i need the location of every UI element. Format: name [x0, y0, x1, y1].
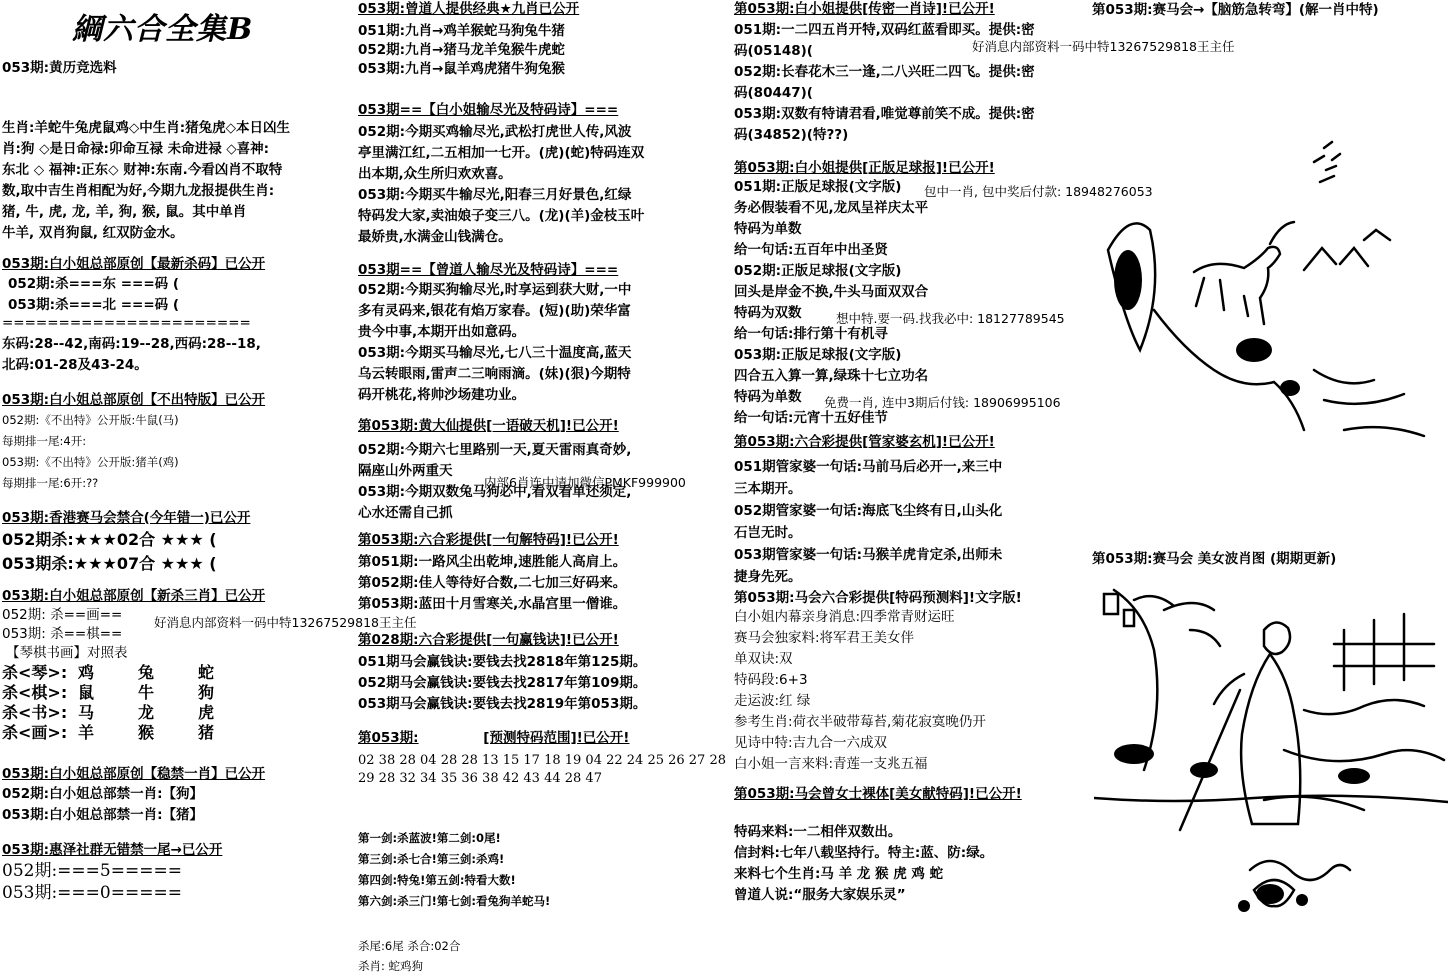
- huang-heading: 第053期:黄大仙提供[一语破天机]!已公开!: [358, 418, 619, 434]
- text-line: 白小姐一言来料:青莲一支兆五福: [734, 756, 928, 772]
- table-cell: 杀<棋>:: [2, 683, 68, 702]
- text-line: 四合五入算一算,绿珠十七立功名: [734, 368, 929, 384]
- shama-heading: 053期:白小姐总部原创【最新杀码】已公开: [2, 256, 266, 272]
- wenjin-heading: 053期:白小姐总部原创【稳禁一肖】已公开: [2, 766, 266, 782]
- text-line: 第052期:佳人等待好合数,二七加三好码来。: [358, 575, 627, 591]
- naojin-heading: 第053期:赛马会→【脑筋急转弯】(解一肖中特): [1092, 2, 1379, 18]
- watermark-text: 想中特.要一码.找我必中: 18127789545: [836, 311, 1065, 326]
- text-line: 第六剑:杀三门!第七剑:看兔狗羊蛇马!: [358, 894, 551, 908]
- goat-horn-mark: [1270, 222, 1294, 244]
- watermark-text: 内部6肖连中请加微信PMKF999900: [484, 475, 686, 490]
- text-line: 给一句话:五百年中出圣贤: [734, 242, 888, 258]
- text-line: 特码发大家,卖油娘子变三八。(龙)(羊)金枝玉叶: [358, 208, 645, 224]
- text-line: 赛马会独家料:将军君王美女伴: [734, 630, 915, 646]
- text-line: 参考生肖:荷衣半破带莓苔,菊花寂寞晚仍开: [734, 714, 986, 730]
- table-cell: 龙: [138, 703, 155, 722]
- text-line: 曾道人说:“服务大家娱乐灵”: [734, 887, 906, 903]
- text-line: 051期:正版足球报(文字版): [734, 179, 902, 195]
- guanjia-body: [734, 456, 1090, 588]
- text-line: 052期管家婆一句话:海底飞尘终有日,山头化: [734, 503, 1003, 519]
- text-line: 特码段:6+3: [734, 672, 808, 688]
- table-cell: 杀<画>:: [2, 723, 68, 742]
- bird-mark: [1314, 142, 1340, 182]
- ground-mark: [1314, 370, 1424, 436]
- huangli-heading: 053期:黄历竞选料: [2, 60, 117, 76]
- text-line: 053期:===0=====: [2, 883, 182, 903]
- text-line: 心水还需自己抓: [358, 505, 453, 521]
- text-line: 特码为双数: [734, 305, 802, 321]
- pot-mark: [1104, 594, 1134, 626]
- zuqiu-body: [734, 177, 1090, 429]
- guanjia-heading: 第053期:六合彩提供[管家婆玄机]!已公开!: [734, 434, 995, 450]
- bai-shi-body: [358, 122, 730, 248]
- table-heading: 【琴棋书画】对照表: [6, 645, 128, 661]
- text-line: 053期:《不出特》公开版:猪羊(鸡): [2, 455, 179, 469]
- table-cell: 猪: [198, 723, 215, 742]
- text-line: 052期: 杀==画==: [2, 607, 123, 623]
- yuce-heading: 第053期:马会六合彩提供[特码预测料]!文字版!: [734, 590, 1022, 606]
- text-line: 053期:今期买牛输尽光,阳春三月好景色,红绿: [358, 187, 632, 203]
- huize-body: [2, 860, 354, 904]
- text-line: 053期:今期买马输尽光,七八三十温度高,蓝天: [358, 345, 632, 361]
- goat-illustration: [1094, 120, 1444, 520]
- text-line: 053期:双数有特请君看,唯觉尊前笑不成。提供:密: [734, 106, 1035, 122]
- jiuxiao-heading: 053期:曾道人提供经典★九肖已公开: [358, 1, 580, 17]
- text-line: 052期:九肖→猪马龙羊兔猴牛虎蛇: [358, 42, 565, 58]
- text-line: 杀尾:6尾 杀合:02合: [358, 939, 461, 953]
- old-man-illustration: [1094, 570, 1448, 970]
- watermark-text: 包中一肖, 包中奖后付款: 18948276053: [924, 184, 1153, 199]
- jiuxiao-body: [358, 22, 730, 79]
- watermark-text: 好消息内部资料一码中特13267529818王主任: [972, 39, 1235, 54]
- text-line: 生肖:羊蛇牛兔虎鼠鸡◇中生肖:猪兔虎◇本日凶生: [2, 120, 291, 136]
- table-cell: 狗: [198, 683, 215, 702]
- text-line: 052期:正版足球报(文字版): [734, 263, 902, 279]
- text-line: 052期:今期买狗输尽光,时享运到获大财,一中: [358, 282, 632, 298]
- wenjin-body: [2, 784, 354, 826]
- text-line: 牛羊, 双肖狗鼠, 红双防金水。: [2, 225, 184, 241]
- text-line: 最娇贵,水满金山钱满仓。: [358, 229, 512, 245]
- chuanmi-heading: 第053期:白小姐提供[传密一肖诗]!已公开!: [734, 1, 995, 17]
- text-line: 来料七个生肖:马 羊 龙 猴 虎 鸡 蛇: [734, 866, 944, 882]
- shawei-body: [358, 936, 730, 976]
- fanwei-heading-right: [预测特码范围]!已公开!: [483, 730, 630, 746]
- zeng-shi-body: [358, 280, 730, 406]
- text-line: 隔座山外两重天: [358, 463, 453, 479]
- table-cell: 马: [78, 703, 95, 722]
- text-line: 053期:九肖→鼠羊鸡虎猪牛狗兔猴: [358, 61, 565, 77]
- watermark-text: 好消息内部资料一码中特13267529818王主任: [154, 615, 417, 630]
- table-cell: 蛇: [198, 663, 215, 682]
- buchu-body: [2, 410, 354, 494]
- huize-heading: 053期:惠泽社群无错禁一尾→已公开: [2, 842, 223, 858]
- fanwei-numbers: [358, 752, 730, 788]
- man-mark: [1241, 622, 1300, 824]
- text-line: 肖:狗 ◇是日命禄:卯命互禄 未命进禄 ◇喜神:: [2, 141, 270, 157]
- table-cell: 虎: [198, 703, 215, 722]
- text-line: 第053期:蓝田十月雪寒关,水晶宫里一僧谁。: [358, 596, 627, 612]
- jiete-heading: 第053期:六合彩提供[一句解特码]!已公开!: [358, 532, 619, 548]
- text-line: 给一句话:排行第十有机寻: [734, 326, 888, 342]
- text-line: 白小姐内幕亲身消息:四季常青财运旺: [734, 609, 955, 625]
- text-line: 亭里满江红,二五相加一七开。(虎)(蛇)特码连双: [358, 145, 645, 161]
- rock-mark: [1154, 310, 1304, 430]
- shama-body: [2, 274, 354, 376]
- text-line: 053期:正版足球报(文字版): [734, 347, 902, 363]
- text-line: 051期马会赢钱诀:要钱去找2818年第125期。: [358, 654, 647, 670]
- text-line: 052期:今期六七里路别一天,夏天雷雨真奇妙,: [358, 442, 632, 458]
- text-line: 第051期:一路风尘出乾坤,速胜能人高肩上。: [358, 554, 627, 570]
- table-cell: 鸡: [78, 663, 95, 682]
- text-line: 单双诀:双: [734, 651, 793, 667]
- table-cell: 羊: [78, 723, 95, 742]
- text-line: 回头是岸金不换,牛头马面双双合: [734, 284, 929, 300]
- text-line: 特码为单数: [734, 221, 802, 237]
- text-line: 第四剑:特兔!第五剑:特看大数!: [358, 873, 516, 887]
- text-line: 每期排一尾:6开:??: [2, 476, 99, 490]
- text-line: 052期:===5=====: [2, 861, 182, 881]
- staff-mark: [1180, 690, 1240, 830]
- path-mark: [1264, 700, 1444, 810]
- fanwei-heading-left: 第053期:: [358, 730, 419, 746]
- jiete-body: [358, 552, 730, 615]
- meinv-heading: 第053期:赛马会 美女波肖图 (期期更新): [1092, 551, 1337, 567]
- tree-mark: [1114, 590, 1220, 770]
- text-line: 051期:一二四五肖开特,双码红蓝看即买。提供:密: [734, 22, 1035, 38]
- table-cell: 牛: [138, 683, 155, 702]
- text-line: 务必假装看不见,龙凤呈祥庆太平: [734, 200, 929, 216]
- table-cell: 兔: [138, 663, 155, 682]
- text-line: 数,取中吉生肖相配为好,今期九龙报提供生肖:: [2, 183, 275, 199]
- text-line: 东码:28--42,南码:19--28,西码:28--18,: [2, 336, 261, 352]
- luoti-heading: 第053期:马会曾女士裸体[美女献特码]!已公开!: [734, 786, 1022, 802]
- huangli-body: [2, 118, 354, 244]
- text-line: 053期:杀===北 ===码 (: [8, 297, 180, 313]
- text-line: 052期杀:★★★02合 ★★★ (: [2, 530, 217, 549]
- page-title: 綱六合全集B: [72, 12, 254, 47]
- text-line: 特码来料:一二相伴双数出。: [734, 824, 902, 840]
- watermark-text: 免费一肖, 连中3期后付钱: 18906995106: [824, 395, 1061, 410]
- text-line: 乌云转眼雨,雷声二三响雨滴。(妹)(狠)今期特: [358, 366, 631, 382]
- sanxiao-heading: 053期:白小姐总部原创【新杀三肖】已公开: [2, 588, 266, 604]
- text-line: 捷身先死。: [734, 569, 802, 585]
- mountain-mark: [1304, 230, 1390, 270]
- text-line: 特码为单数: [734, 389, 802, 405]
- text-line: 052期:今期买鸡输尽光,武松打虎世人传,风波: [358, 124, 632, 140]
- text-line: 052期:长春花木三一逢,二八兴旺二四飞。提供:密: [734, 64, 1035, 80]
- jinhe-body: [2, 528, 354, 576]
- text-line: 贵今中事,本期开出如意码。: [358, 324, 526, 340]
- bai-shi-heading: 053期==【白小姐输尽光及特码诗】===: [358, 102, 619, 118]
- text-line: 给一句话:元宵十五好佳节: [734, 410, 888, 426]
- yuce-body: [734, 607, 1090, 775]
- text-line: 出本期,众生所归欢欢喜。: [358, 166, 512, 182]
- text-line: 053期:今期双数兔马狗必中,看双看单还须定,: [358, 484, 632, 500]
- jian-body: [358, 828, 730, 912]
- text-line: 第一剑:杀蓝波!第二剑:0尾!: [358, 831, 501, 845]
- yingqian-body: [358, 652, 730, 715]
- text-line: 053期: 杀==棋==: [2, 626, 123, 642]
- fence-mark: [1334, 614, 1434, 690]
- text-line: 码(80447)(: [734, 85, 813, 101]
- table-cell: 鼠: [78, 683, 95, 702]
- text-line: 052期:白小姐总部禁一肖:【狗】: [2, 786, 203, 802]
- text-line: 杀肖: 蛇鸡狗: [358, 959, 424, 973]
- text-line: 石岂无时。: [734, 525, 802, 541]
- divider-line: ======================: [2, 315, 251, 331]
- text-line: 051期:九肖→鸡羊猴蛇马狗兔牛猪: [358, 23, 565, 39]
- text-line: 北码:01-28及43-24。: [2, 357, 148, 373]
- table-cell: 猴: [138, 723, 155, 742]
- text-line: 每期排一尾:4开:: [2, 434, 87, 448]
- text-line: 多有灵码来,银花有焰万家春。(短)(助)荣华富: [358, 303, 631, 319]
- table-cell: 杀<琴>:: [2, 663, 68, 682]
- text-line: 走运波:红 绿: [734, 693, 811, 709]
- text-line: 码开桃花,将帅沙场建功业。: [358, 387, 526, 403]
- buchu-heading: 053期:白小姐总部原创【不出特版】已公开: [2, 392, 266, 408]
- text-line: 第三剑:杀七合!第三剑:杀鸡!: [358, 852, 505, 866]
- text-line: 猪, 牛, 虎, 龙, 羊, 狗, 猴, 鼠。其中单肖: [2, 204, 247, 220]
- text-line: 信封料:七年八载坚持行。特主:蓝、防:绿。: [734, 845, 994, 861]
- text-line: 053期管家婆一句话:马猴羊虎肯定杀,出师未: [734, 547, 1003, 563]
- text-line: 051期管家婆一句话:马前马后必开一,来三中: [734, 459, 1003, 475]
- text-line: 三本期开。: [734, 481, 802, 497]
- text-line: 052期:杀===东 ===码 (: [8, 276, 180, 292]
- zuqiu-heading: 第053期:白小姐提供[正版足球报]!已公开!: [734, 160, 995, 176]
- text-line: 052期:《不出特》公开版:牛鼠(马): [2, 413, 179, 427]
- zeng-shi-heading: 053期==【曾道人输尽光及特码诗】===: [358, 262, 619, 278]
- text-line: 052期马会赢钱诀:要钱去找2817年第109期。: [358, 675, 647, 691]
- luoti-body: [734, 822, 1090, 906]
- jinhe-heading: 053期:香港赛马会禁合(今年错一)已公开: [2, 510, 251, 526]
- text-line: 053期马会赢钱诀:要钱去找2819年第053期。: [358, 696, 647, 712]
- snake-mark: [1250, 861, 1350, 880]
- qinqishuhua-table: [2, 663, 354, 743]
- text-line: 053期杀:★★★07合 ★★★ (: [2, 554, 217, 573]
- goat-mark: [1194, 247, 1280, 324]
- text-line: 见诗中特:吉九合一六成双: [734, 735, 888, 751]
- number-row: 29 28 32 34 35 36 38 42 43 44 28 47: [358, 771, 602, 786]
- text-line: 码(05148)(: [734, 43, 813, 59]
- table-cell: 杀<书>:: [2, 703, 68, 722]
- number-row: 02 38 28 04 28 28 13 15 17 18 19 04 22 24 25 26 27 28: [358, 753, 727, 768]
- text-line: 053期:白小姐总部禁一肖:【猪】: [2, 807, 203, 823]
- yingqian-heading: 第028期:六合彩提供[一句赢钱诀]!已公开!: [358, 632, 619, 648]
- fanwei-heading: [358, 730, 730, 747]
- text-line: 码(34852)(特??): [734, 127, 849, 143]
- text-line: 东北 ◇ 福神:正东◇ 财神:东南.今看凶肖不取特: [2, 162, 283, 178]
